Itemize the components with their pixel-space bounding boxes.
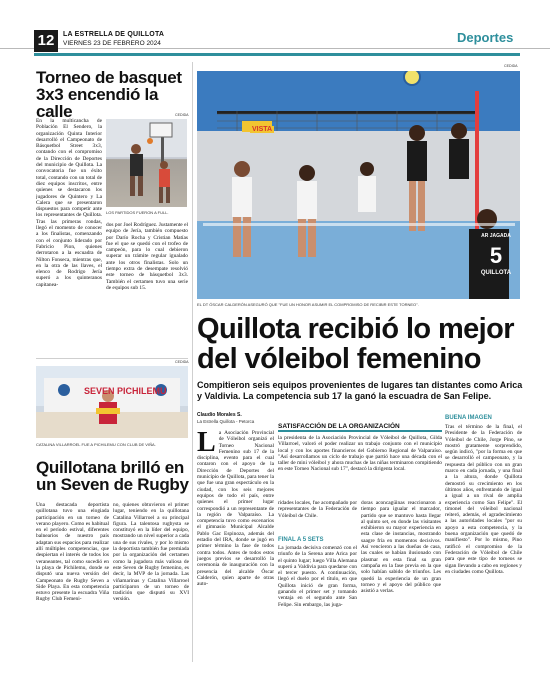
voley-column-3: doras aconcagüinas reaccionaron a tiempo para igualar el marcador, partido que se mantuvo hasta llegar al quinto set, en donde las visitantes exhibieron su mayor experiencia en esta clase de instancias, mostrando saagre fría en momentos decisivos. Así vencieron a las dueñas de casa, las cuales se habían ilusionado con plasmar en esta final su gran campaña en la fase previa en la que solo habían sabido de triunfos. Les quedó la experiencia de un gran torneo y el apoyo del público que asistió a verlas.	[361, 500, 441, 595]
voley-deck: Compitieron seis equipos provenientes de lugares tan distantes como Arica y Valdivia. La competencia sub 17 la ganó la escuadra de San Felipe.	[197, 380, 523, 401]
voley-photo-caption: EL DT ÓSCAR CALDERÓN ASEGURÓ QUE "FUE UN HONOR ASUMIR EL COMPROMISO DE RECIBIR ESTE TORNEO".	[197, 302, 419, 307]
gym-banner: VISTA	[252, 126, 273, 133]
basquet-photo-scene	[106, 119, 187, 207]
basquet-column-2: dos por Joel Rodríguez. Justamente el equipo de Jería, también compuesto por Darío Rocha y Cristian Matías fue el que se quedó con el trofeo de campeón, para lo cual debieron superar un trámite regular igualado ante los otros finalistas. Solo un tiempo extra de desempate resolvió este torneo de básquetbol 3x3. También el certamen tuvo una serie de equipos sub 15.	[106, 222, 188, 291]
rugby-photo	[36, 366, 188, 438]
section-rule	[34, 53, 520, 56]
rugby-title: Quillotana brilló en un Seven de Rugby	[36, 458, 189, 494]
voley-subhead-organizacion: SATISFACCIÓN DE LA ORGANIZACIÓN	[278, 423, 400, 430]
rugby-photo-banner: SEVEN PICHILEMU	[84, 386, 167, 396]
rugby-column-2: no, quienes obtuvieron el primer lugar, teniendo en la quillotana Catalina Villarroel a su principal figura. La talentosa rugbysta se constituyó en la líder del equipo, mostrando un nivel superior a cada una de sus rivales, y por lo mismo la deportista también fue premiada por la organización del certamen como la jugadora más valiosa de este Seven de Rugby femenino, es decir, la MVP de la jornada. Las viñamarinas y Catalina Villarroel participaron de un torneo de tradición que disputó su XVI versión.	[113, 502, 189, 603]
voley-column-2a: ridades locales, fue acompañado por representantes de la Federación de Vóleibol de Chile.	[278, 500, 357, 519]
column-divider	[36, 358, 188, 359]
voley-column-4: Tras el término de la final, el Presidente de la Federación de Vóleibol de Chile, Jorge Pino, se mostró gratamente sorprendido, según indicó, "por la forma en que se desarrolló el campeonato, y la respuesta del público con un gran marco en cada jornada, y una final a la altura, donde Quillota demostró su crecimiento en los últimos años, enfrentando de igual a igual a un rival de amplia experiencia como San Felipe". El timonel del vóleibol nacional reiteró, además, el agradecimiento a las autoridades locales "por su apoyo a esta competencia, y la buena organización que quedó de manifiesto". Por lo mismo, Pino ratificó el compromiso de la Federación de Vóleibol de Chile para que este tipo de torneos se sigan llevando a cabo en regiones y en ciudades como Quillota.	[445, 424, 522, 575]
voley-subhead-final: FINAL A 5 SETS	[278, 537, 324, 543]
voley-subhead-imagen: BUENA IMAGEN	[445, 415, 492, 421]
newspaper-name: LA ESTRELLA DE QUILLOTA	[63, 31, 165, 38]
jersey-city: QUILLOTA	[480, 270, 512, 276]
basquet-photo-caption: LOS PARTIDOS FUERON A FULL.	[106, 210, 169, 215]
rugby-photo-scene	[36, 366, 188, 438]
voley-column-1	[197, 430, 274, 662]
subhead-rule	[278, 430, 442, 432]
rugby-column-1: Una destacada deportista quillotana tuvo una elogiada participación en un torneo de verano playero. Como es habitual en el período estival, diferentes balnearios de nuestro país adaptan sus espacios para realizar allí múltiples competencias, que despiertan el interés de todos los veraneantes, tal como sucedió en la playa de Pichilemu, donde se disputó una nueva versión del Campeonato de Rugby Seven a Side Playa. En esta competencia estuvo presente la escuadra Viña Rugby Club Femeni-	[36, 502, 109, 603]
rugby-photo-caption: CATALINA VILLARROEL FUE A PICHILEMU CON CLUB DE VIÑA.	[36, 442, 156, 447]
page-number: 12	[34, 30, 58, 52]
basquet-photo	[106, 119, 187, 207]
basquet-column-1: En la multicancha de Población El Sendero, la organización Quinta Interior desarrolló el Campeonato de Básquetbol Street 3x3, contando con el compromiso de la Dirección de Deportes del municipio de Quillota. La convocatoria fue un éxito total, contando con un total de diez equipos inscritos, entre quienes se destacaron los jugadores de Quintero y La Calera que se presentaron dispuestos para competir ante los representantes de Quillota. Tras las primeras rondas, llegó el momento de conocer a los finalistas, comenzando con el conjunto liderado por Fabricio Pion, quienes derrotaron a la escuadra de Nilton Fonseca, mientras que, en la otra de las llaves, el elenco de Rodrigo Jería superó a los quinteranos capitanea-	[36, 118, 102, 288]
jersey-number: 5	[489, 243, 503, 268]
voley-headline: Quillota recibió lo mejor del vóleibol femenino	[197, 313, 514, 375]
byline-name: Claudio Morales S.	[197, 412, 242, 418]
byline-outlet: La Estrella Quillota - Petorca	[197, 419, 255, 424]
dropcap: L	[197, 430, 216, 458]
basquet-title: Torneo de basquet 3x3 encendió la calle	[36, 68, 182, 121]
voley-column-1-text: a Asociación Provincial de Vóleibol organizó el Torneo Nacional Femenino sub 17 de la disciplina, evento para el cual contaron con el apoyo de la Dirección de Deportes del municipio de Quillota, para tener la que fue una gran espectáculo en la ciudad, con los seis mejores equipos de todo el país, entre quienes el primer lugar correspondió a un representante de la región de Valparaíso. La competencia tuvo como escenarios el gimnasio Municipal Alcalde Pablo Gac Espinoza, además del estadio del IRA, donde se jugó en primer término la fase de todos contra todos. Antes de todos estos juegos previos se desarrolló la ceremonia de inauguración con la presencia del alcalde Óscar Calderón, quien aparte de otras auto-	[197, 430, 274, 588]
issue-date: VIERNES 23 DE FEBRERO 2024	[63, 40, 161, 47]
page-column-divider	[192, 62, 193, 662]
voley-column-2b: La jornada decisiva comenzó con el triunfo de la Serena ante Arica por el quinto lugar; luego Villa Alemana superó a Valdivia para quedarse con el tercer puesto. A continuación, llegó el duelo por el título, en que Quillota inició de gran forma, ganando el primer set y tomando ventaja en el segundo ante San Felipe. Sin embargo, las juga-	[278, 545, 357, 608]
voley-quote-block: la presidenta de la Asociación Provincial de Vóleibol de Quillota, Gilda Villarroel, valoró el poder realizar un trabajo conjunto con el municipio local y con los aportes financieros del Gobierno Regional de Valparaíso. "Así desarrollamos un ciclo de trabajo que partió hace una década con el taller de mini vóleibol y ahora muchas de las niñas terminaron compitiendo en este Torneo Nacional sub 17", destacó la dirigenta local.	[278, 435, 442, 473]
basquet-photo-credit: CEDIDA	[175, 113, 189, 117]
jersey-name: AR JAGADA	[481, 233, 511, 239]
voley-photo-credit: CEDIDA	[504, 64, 518, 68]
section-title: Deportes	[457, 30, 514, 45]
rugby-photo-credit: CEDIDA	[175, 360, 189, 364]
